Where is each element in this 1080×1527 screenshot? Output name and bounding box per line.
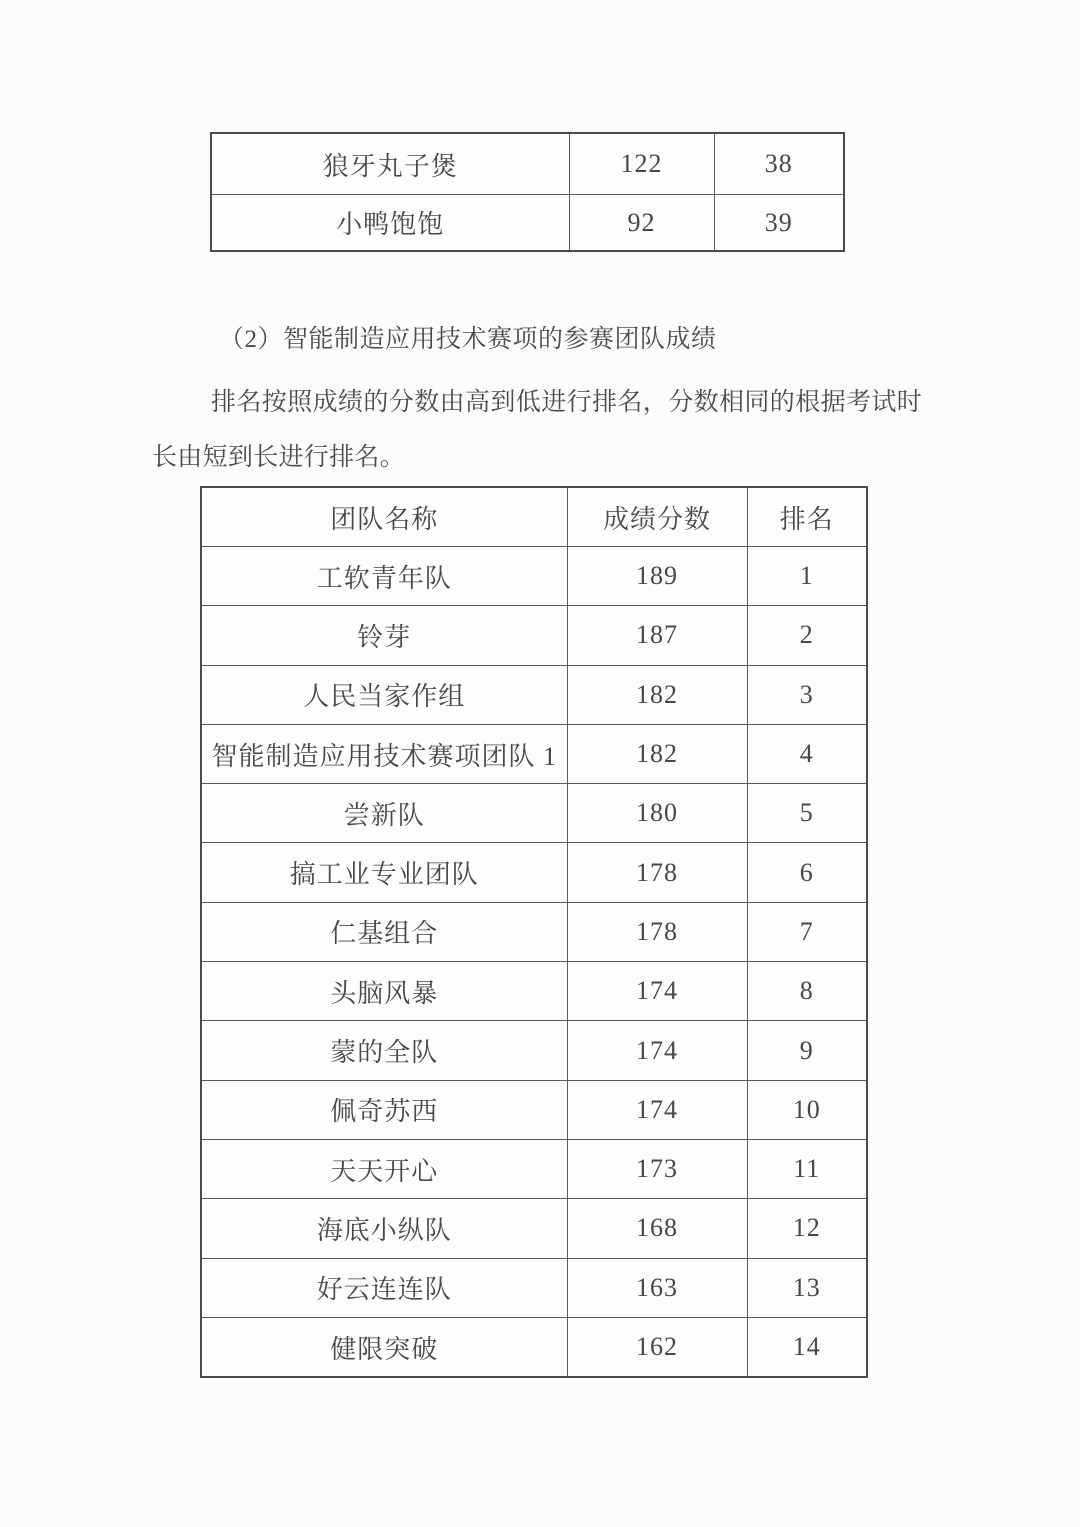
header-row [201,487,867,547]
team-name-cell: 海底小纵队 [201,1199,567,1258]
table-row [201,1139,867,1198]
score-cell: 174 [567,962,747,1021]
score-cell: 163 [567,1258,747,1317]
rank-cell: 2 [747,606,867,665]
team-name-cell: 铃芽 [201,606,567,665]
team-name-cell: 仁基组合 [201,902,567,961]
team-name-cell: 智能制造应用技术赛项团队 1 [201,724,567,783]
paragraph-line-2: 长由短到长进行排名。 [152,444,406,471]
rank-cell: 3 [747,665,867,724]
col-header-rank: 排名 [747,487,867,547]
team-name-cell: 人民当家作组 [201,665,567,724]
score-cell: 180 [567,784,747,843]
table-row [201,784,867,843]
table-row [211,133,844,195]
rank-cell: 10 [747,1080,867,1139]
table-row [201,902,867,961]
table-row [201,1080,867,1139]
rank-cell: 13 [747,1258,867,1317]
team-name-cell: 搞工业专业团队 [201,843,567,902]
rank-cell: 12 [747,1199,867,1258]
team-name-cell: 天天开心 [201,1139,567,1198]
previous-results-table [210,132,845,252]
rank-cell: 8 [747,962,867,1021]
team-name-cell: 小鸭饱饱 [211,195,569,252]
table-row [201,1258,867,1317]
table-row [201,1199,867,1258]
table-row [201,1317,867,1377]
score-cell: 182 [567,665,747,724]
rank-cell: 9 [747,1021,867,1080]
rank-cell: 6 [747,843,867,902]
table-row [201,665,867,724]
score-cell: 174 [567,1080,747,1139]
table-row [201,724,867,783]
rank-cell: 7 [747,902,867,961]
score-cell: 178 [567,902,747,961]
score-cell: 92 [569,195,714,252]
results-table [200,486,868,1378]
rank-cell: 14 [747,1317,867,1377]
team-name-cell: 健限突破 [201,1317,567,1377]
table-row [201,843,867,902]
team-name-cell: 尝新队 [201,784,567,843]
col-header-team-name: 团队名称 [201,487,567,547]
table-row [201,962,867,1021]
team-name-cell: 头脑风暴 [201,962,567,1021]
table-row [201,1021,867,1080]
table-row [201,547,867,606]
team-name-cell: 好云连连队 [201,1258,567,1317]
team-name-cell: 工软青年队 [201,547,567,606]
results-table-body [201,547,867,1378]
score-cell: 122 [569,133,714,195]
section-heading: （2）智能制造应用技术赛项的参赛团队成绩 [219,326,717,353]
table-row [211,195,844,252]
rank-cell: 38 [714,133,844,195]
team-name-cell: 蒙的全队 [201,1021,567,1080]
col-header-score: 成绩分数 [567,487,747,547]
table-row [201,606,867,665]
team-name-cell: 佩奇苏西 [201,1080,567,1139]
team-name-cell: 狼牙丸子煲 [211,133,569,195]
score-cell: 182 [567,724,747,783]
previous-results-table-body [211,133,844,251]
rank-cell: 11 [747,1139,867,1198]
score-cell: 173 [567,1139,747,1198]
rank-cell: 39 [714,195,844,252]
score-cell: 174 [567,1021,747,1080]
rank-cell: 4 [747,724,867,783]
score-cell: 189 [567,547,747,606]
paragraph-line-1: 排名按照成绩的分数由高到低进行排名，分数相同的根据考试时 [211,389,923,416]
rank-cell: 1 [747,547,867,606]
score-cell: 178 [567,843,747,902]
score-cell: 187 [567,606,747,665]
score-cell: 162 [567,1317,747,1377]
rank-cell: 5 [747,784,867,843]
score-cell: 168 [567,1199,747,1258]
results-table-header [201,487,867,547]
